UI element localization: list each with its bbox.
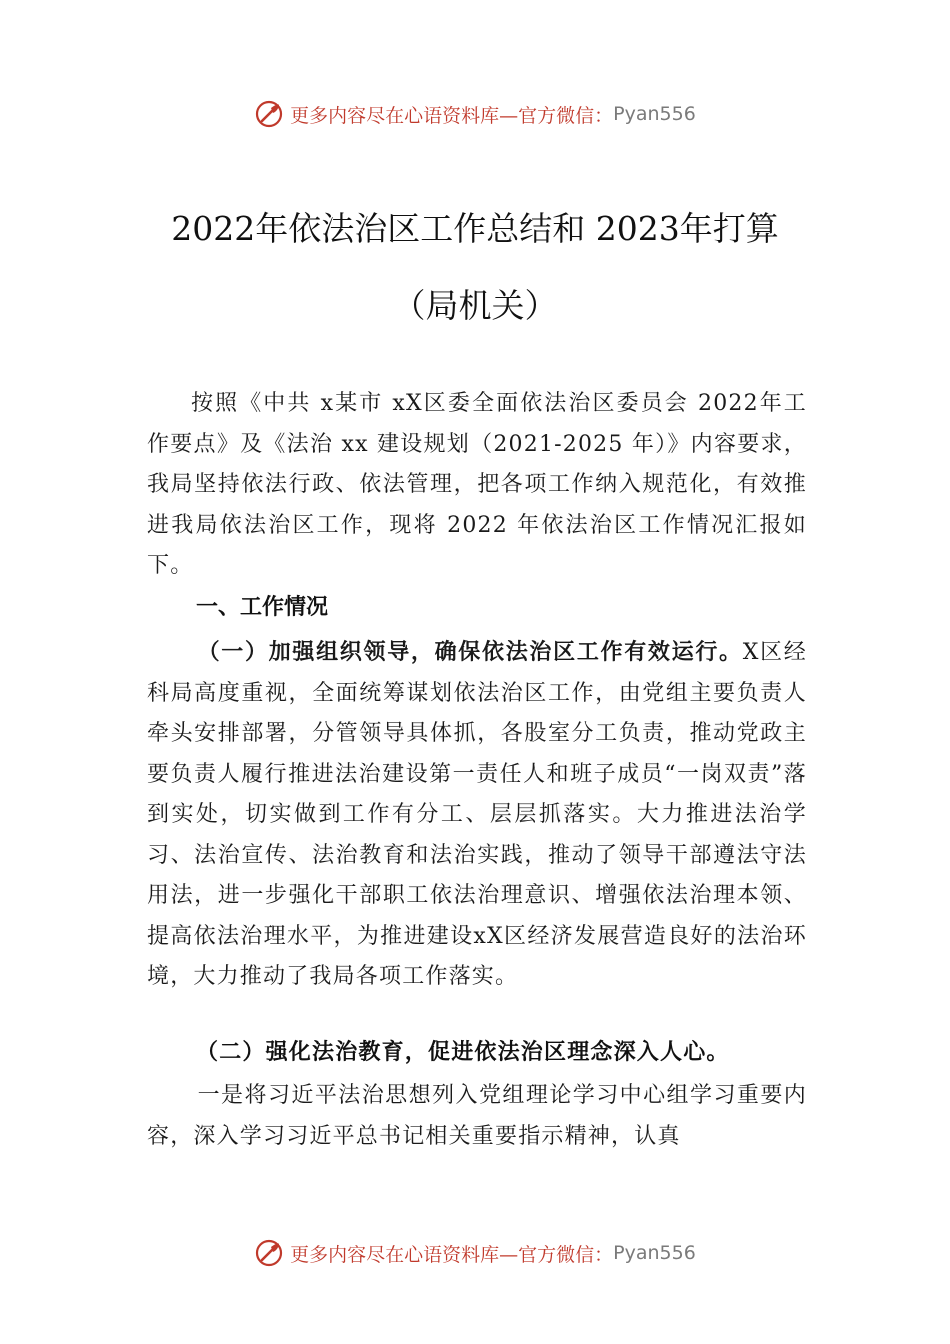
document-subtitle: （局机关） [392,286,558,325]
subsection-1-body: X区经科局高度重视，全面统筹谋划依法治区工作，由党组主要负责人牵头安排部署，分管领导具体抓，各股室分工负责，推动党政主要负责人履行推进法治建设第一责任人和班子成员“一岗双责”落到实处，切实做到工作有分工、层层抓落实。大力推进法治学习、法治宣传、法治教育和法治实践，推动了领导干部遵法守法用法，进一步强化干部职工依法治理意识、增强依法治理本领、提高依法治理水平，为推进建设xX区经济发展营造良好的法治环境，大力推动了我局各项工作落实。 [147,640,807,989]
intro-paragraph: 按照《中共 x某市 xX区委全面依法治区委员会 2022年工作要点》及《法治 xx 建设规划（2021-2025 年）》内容要求，我局坚持依法行政、依法管理，把各项工作纳入规范化，有效推进我局依法治区工作，现将 2022 年依法治区工作情况汇报如下。 [147,391,807,578]
banner-wechat-id: Pyan556 [613,1242,696,1264]
subsection-1-heading: （一）加强组织领导，确保依法治区工作有效运行。 [197,639,743,665]
section-heading-work-status: 一、工作情况 [196,595,329,620]
banner-text: 更多内容尽在心语资料库—官方微信： [290,104,614,127]
banner-wechat-id: Pyan556 [613,103,696,125]
subsection-2-heading: （二）强化法治教育，促进依法治区理念深入人心。 [196,1039,730,1065]
quill-seal-icon [254,1238,284,1268]
quill-seal-icon [254,99,284,129]
subsection-2-paragraph: 一是将习近平法治思想列入党组理论学习中心组学习重要内容，深入学习习近平总书记相关重要指示精神，认真 [147,1083,807,1149]
header-watermark-banner [0,94,950,134]
subsection-1-paragraph [147,632,807,998]
document-title: 2022年依法治区工作总结和 2023年打算 [171,209,779,248]
footer-watermark-banner [0,1233,950,1273]
banner-text: 更多内容尽在心语资料库—官方微信： [290,1243,614,1266]
